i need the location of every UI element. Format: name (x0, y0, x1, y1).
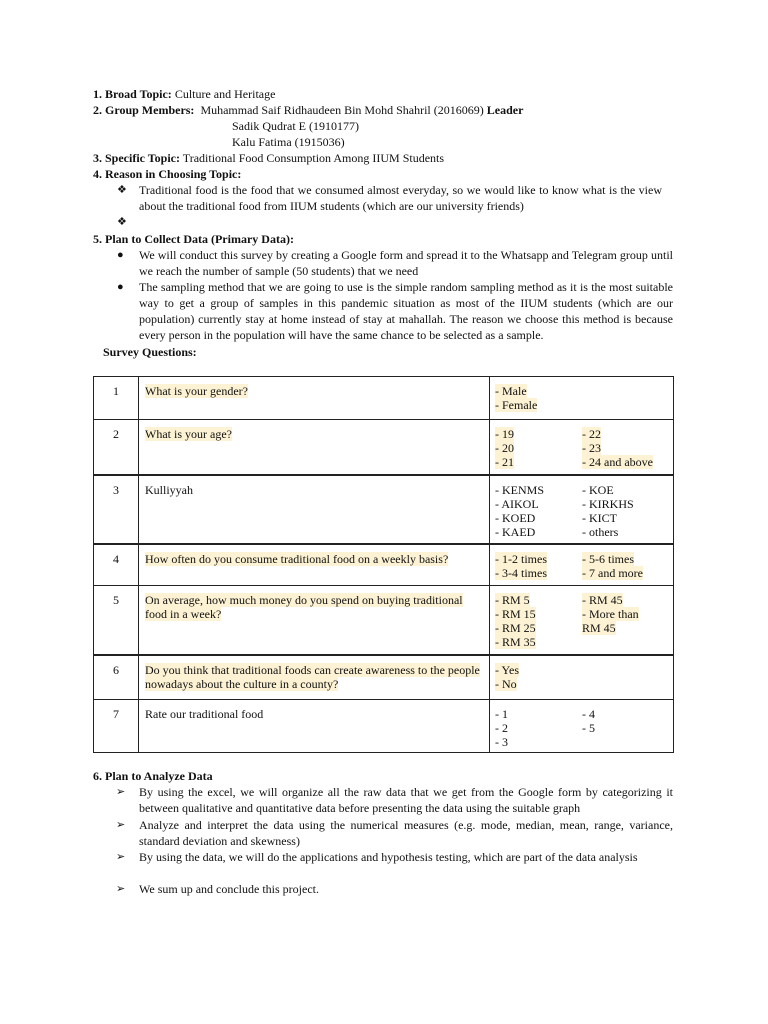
plan-collect-text: The sampling method that we are going to use is the simple random sampling method as it is the most suitable way to get a group of samples in this pandemic situation as most of the IIUM students (which are our population) currently stay at home instead of stay at mahallah. The reason we choose this method is because every person in the population will have the same chance to be selected as a sample. (139, 280, 673, 342)
dot-bullet-icon: ● (117, 281, 124, 293)
question-text: On average, how much money do you spend on buying traditional food in a week? (139, 586, 490, 655)
broad-topic: 1. Broad Topic: Culture and Heritage (93, 87, 276, 101)
question-number: 1 (94, 377, 139, 420)
plan-analyze-text: Analyze and interpret the data using the numerical measures (e.g. mode, median, mean, range, variance, standard deviation and skewness) (139, 818, 673, 848)
question-text: Rate our traditional food (139, 700, 490, 753)
question-text: Do you think that traditional foods can create awareness to the people nowadays about the culture in a county? (139, 655, 490, 700)
answer-options: - KENMS - AIKOL - KOED - KAED - KOE - KIRKHS - KICT - others (490, 475, 674, 544)
answer-options: - 1 - 2 - 3 - 4 - 5 (490, 700, 674, 753)
table-row (94, 655, 674, 700)
question-number: 3 (94, 475, 139, 544)
table-row (94, 475, 674, 544)
answer-options: - Yes - No (490, 655, 674, 700)
question-number: 7 (94, 700, 139, 753)
table-row (94, 544, 674, 586)
question-text: What is your age? (139, 420, 490, 475)
member-name: Sadik Qudrat E (1910177) (232, 119, 359, 133)
answer-options: - 19 - 20 - 21 - 22 - 23 - 24 and above (490, 420, 674, 475)
diamond-bullet-icon: ❖ (117, 216, 127, 228)
answer-options: - Male - Female (490, 377, 674, 420)
dot-bullet-icon: ● (117, 249, 124, 261)
question-text: What is your gender? (139, 377, 490, 420)
table-row (94, 377, 674, 420)
table-row (94, 586, 674, 655)
member-name: Kalu Fatima (1915036) (232, 135, 345, 149)
survey-questions-label: Survey Questions: (103, 345, 197, 359)
plan-analyze-text: By using the excel, we will organize all the raw data that we get from the Google form by categorizing it between qualitative and quantitative data before presenting the data using the suitable graph (139, 785, 673, 815)
specific-topic: 3. Specific Topic: Traditional Food Consumption Among IIUM Students (93, 151, 445, 165)
table-row (94, 700, 674, 753)
plan-analyze-text: We sum up and conclude this project. (139, 882, 319, 896)
answer-options: - 1-2 times - 3-4 times - 5-6 times - 7 and more (490, 544, 674, 586)
question-text: How often do you consume traditional food on a weekly basis? (139, 544, 490, 586)
reason-text: Traditional food is the food that we consumed almost everyday, so we would like to know what is the view about the traditional food from IIUM students (which are our university friends) (139, 183, 662, 213)
arrow-bullet-icon: ➢ (116, 883, 126, 895)
question-number: 6 (94, 655, 139, 700)
survey-table (93, 376, 674, 753)
plan-analyze-text: By using the data, we will do the applications and hypothesis testing, which are part of the data analysis (139, 850, 638, 864)
reason-heading: 4. Reason in Choosing Topic: (93, 167, 242, 181)
plan-analyze-heading: 6. Plan to Analyze Data (93, 769, 213, 783)
diamond-bullet-icon: ❖ (117, 184, 127, 196)
question-number: 4 (94, 544, 139, 586)
plan-collect-heading: 5. Plan to Collect Data (Primary Data): (93, 232, 294, 246)
answer-options: - RM 5 - RM 15 - RM 25 - RM 35 - RM 45 - More than RM 45 (490, 586, 674, 655)
question-text: Kulliyyah (139, 475, 490, 544)
plan-collect-text: We will conduct this survey by creating a Google form and spread it to the Whatsapp and Telegram group until we reach the number of sample (50 students) that we need (139, 248, 673, 278)
arrow-bullet-icon: ➢ (116, 786, 126, 798)
question-number: 2 (94, 420, 139, 475)
arrow-bullet-icon: ➢ (116, 851, 126, 863)
group-members: 2. Group Members: Muhammad Saif Ridhaudeen Bin Mohd Shahril (2016069) Leader (93, 103, 524, 117)
question-number: 5 (94, 586, 139, 655)
arrow-bullet-icon: ➢ (116, 819, 126, 831)
table-row (94, 420, 674, 475)
